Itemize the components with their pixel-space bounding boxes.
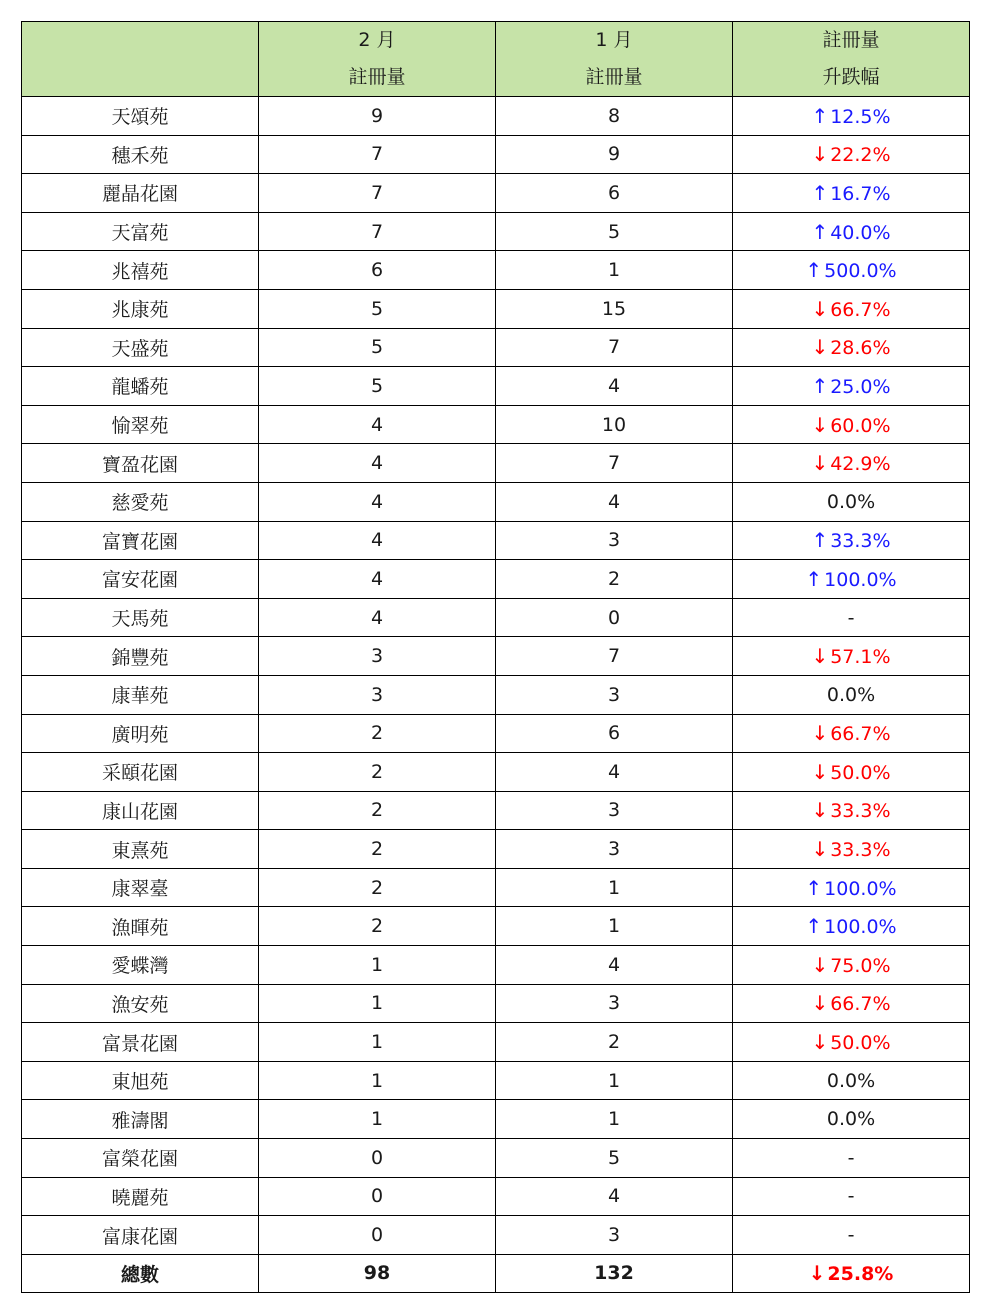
table-row	[22, 251, 970, 290]
estate-name: 富寶花園	[22, 521, 259, 560]
change-value: 66.7%	[830, 298, 891, 321]
jan-registrations: 7	[496, 444, 733, 483]
estate-name: 兆康苑	[22, 289, 259, 328]
feb-registrations: 1	[259, 946, 496, 985]
registration-change	[733, 598, 970, 637]
feb-registrations: 4	[259, 598, 496, 637]
jan-registrations: 4	[496, 946, 733, 985]
table-row	[22, 830, 970, 869]
feb-registrations: 2	[259, 907, 496, 946]
change-value: -	[847, 606, 855, 629]
registration-change	[733, 367, 970, 406]
table-row	[22, 328, 970, 367]
registration-change	[733, 1216, 970, 1255]
table-footer	[22, 1254, 970, 1292]
table-row	[22, 1216, 970, 1255]
table-body	[22, 97, 970, 1255]
change-value: 28.6%	[830, 337, 891, 360]
down-arrow-icon: ↓	[811, 296, 829, 321]
registration-change	[733, 521, 970, 560]
feb-registrations: 4	[259, 521, 496, 560]
total-change	[733, 1254, 970, 1292]
total-feb: 98	[259, 1254, 496, 1292]
table-row	[22, 907, 970, 946]
feb-registrations: 7	[259, 174, 496, 213]
registration-change	[733, 1139, 970, 1178]
feb-registrations: 3	[259, 637, 496, 676]
change-value: 100.0%	[824, 568, 897, 591]
down-arrow-icon: ↓	[811, 335, 829, 360]
estate-name: 愉翠苑	[22, 405, 259, 444]
change-value: 42.9%	[830, 453, 891, 476]
estate-name: 天頌苑	[22, 97, 259, 136]
feb-registrations: 2	[259, 714, 496, 753]
registration-change	[733, 482, 970, 521]
jan-registrations: 3	[496, 675, 733, 714]
table-row	[22, 135, 970, 174]
table-row	[22, 521, 970, 560]
up-arrow-icon: ↑	[805, 566, 823, 591]
estate-name: 錦豐苑	[22, 637, 259, 676]
jan-registrations: 5	[496, 1139, 733, 1178]
jan-registrations: 9	[496, 135, 733, 174]
feb-registrations: 5	[259, 328, 496, 367]
jan-registrations: 3	[496, 984, 733, 1023]
feb-registrations: 0	[259, 1139, 496, 1178]
down-arrow-icon: ↓	[808, 1261, 826, 1286]
table-row	[22, 714, 970, 753]
jan-registrations: 0	[496, 598, 733, 637]
table-row	[22, 753, 970, 792]
table-header	[22, 22, 970, 97]
header-feb	[259, 22, 496, 97]
jan-registrations: 1	[496, 907, 733, 946]
header-jan	[496, 22, 733, 97]
registration-change	[733, 1023, 970, 1062]
change-value: 22.2%	[830, 144, 891, 167]
table-row	[22, 174, 970, 213]
change-value: -	[847, 1224, 855, 1247]
header-feb-month: 2 月	[358, 29, 396, 51]
down-arrow-icon: ↓	[811, 991, 829, 1016]
jan-registrations: 1	[496, 1061, 733, 1100]
estate-name: 東熹苑	[22, 830, 259, 869]
header-jan-month: 1 月	[595, 29, 633, 51]
header-estate	[22, 22, 259, 97]
estate-name: 曉麗苑	[22, 1177, 259, 1216]
table-row	[22, 1023, 970, 1062]
table-row	[22, 868, 970, 907]
feb-registrations: 3	[259, 675, 496, 714]
registration-change	[733, 714, 970, 753]
table-row	[22, 444, 970, 483]
registration-change	[733, 753, 970, 792]
jan-registrations: 6	[496, 714, 733, 753]
change-value: 33.3%	[830, 800, 891, 823]
table-row	[22, 946, 970, 985]
jan-registrations: 6	[496, 174, 733, 213]
down-arrow-icon: ↓	[811, 952, 829, 977]
jan-registrations: 3	[496, 1216, 733, 1255]
jan-registrations: 1	[496, 868, 733, 907]
down-arrow-icon: ↓	[811, 644, 829, 669]
feb-registrations: 6	[259, 251, 496, 290]
registration-change	[733, 174, 970, 213]
table-row	[22, 367, 970, 406]
feb-registrations: 0	[259, 1216, 496, 1255]
feb-registrations: 4	[259, 405, 496, 444]
feb-registrations: 1	[259, 1023, 496, 1062]
registration-change	[733, 444, 970, 483]
jan-registrations: 1	[496, 1100, 733, 1139]
feb-registrations: 1	[259, 1061, 496, 1100]
estate-name: 漁安苑	[22, 984, 259, 1023]
jan-registrations: 1	[496, 251, 733, 290]
estate-name: 康翠臺	[22, 868, 259, 907]
header-change-line2: 升跌幅	[822, 66, 880, 88]
estate-name: 東旭苑	[22, 1061, 259, 1100]
change-value: 40.0%	[830, 221, 891, 244]
feb-registrations: 9	[259, 97, 496, 136]
header-change	[733, 22, 970, 97]
change-value: 0.0%	[826, 1069, 876, 1092]
jan-registrations: 15	[496, 289, 733, 328]
registration-change	[733, 791, 970, 830]
feb-registrations: 5	[259, 367, 496, 406]
registration-change	[733, 560, 970, 599]
down-arrow-icon: ↓	[811, 798, 829, 823]
feb-registrations: 2	[259, 830, 496, 869]
down-arrow-icon: ↓	[811, 451, 829, 476]
change-value: 33.3%	[830, 839, 891, 862]
jan-registrations: 3	[496, 521, 733, 560]
registration-change	[733, 1177, 970, 1216]
jan-registrations: 8	[496, 97, 733, 136]
registration-change	[733, 251, 970, 290]
down-arrow-icon: ↓	[811, 759, 829, 784]
estate-name: 天馬苑	[22, 598, 259, 637]
feb-registrations: 4	[259, 482, 496, 521]
jan-registrations: 4	[496, 1177, 733, 1216]
registration-change	[733, 1061, 970, 1100]
estate-name: 天盛苑	[22, 328, 259, 367]
jan-registrations: 7	[496, 328, 733, 367]
estate-name: 采頤花園	[22, 753, 259, 792]
change-value: 60.0%	[830, 414, 891, 437]
estate-name: 雅濤閣	[22, 1100, 259, 1139]
jan-registrations: 3	[496, 791, 733, 830]
table-row	[22, 212, 970, 251]
feb-registrations: 4	[259, 444, 496, 483]
total-change-value: 25.8%	[827, 1263, 894, 1286]
change-value: 66.7%	[830, 993, 891, 1016]
up-arrow-icon: ↑	[805, 914, 823, 939]
feb-registrations: 7	[259, 212, 496, 251]
estate-name: 慈愛苑	[22, 482, 259, 521]
header-feb-label: 註冊量	[348, 66, 406, 88]
jan-registrations: 10	[496, 405, 733, 444]
change-value: 100.0%	[824, 916, 897, 939]
up-arrow-icon: ↑	[811, 103, 829, 128]
feb-registrations: 5	[259, 289, 496, 328]
estate-name: 兆禧苑	[22, 251, 259, 290]
estate-name: 漁暉苑	[22, 907, 259, 946]
table-row	[22, 482, 970, 521]
table-row	[22, 97, 970, 136]
registration-change	[733, 868, 970, 907]
change-value: 50.0%	[830, 761, 891, 784]
change-value: -	[847, 1146, 855, 1169]
total-row	[22, 1254, 970, 1292]
change-value: 66.7%	[830, 723, 891, 746]
jan-registrations: 7	[496, 637, 733, 676]
jan-registrations: 4	[496, 482, 733, 521]
registration-change	[733, 907, 970, 946]
estate-name: 富康花園	[22, 1216, 259, 1255]
jan-registrations: 2	[496, 560, 733, 599]
change-value: 57.1%	[830, 646, 891, 669]
registration-change	[733, 637, 970, 676]
estate-name: 寶盈花園	[22, 444, 259, 483]
registration-change	[733, 830, 970, 869]
estate-name: 廣明苑	[22, 714, 259, 753]
change-value: -	[847, 1185, 855, 1208]
up-arrow-icon: ↑	[811, 180, 829, 205]
down-arrow-icon: ↓	[811, 837, 829, 862]
estate-name: 麗晶花園	[22, 174, 259, 213]
estate-name: 愛蝶灣	[22, 946, 259, 985]
table-row	[22, 984, 970, 1023]
up-arrow-icon: ↑	[805, 875, 823, 900]
estate-name: 富景花園	[22, 1023, 259, 1062]
jan-registrations: 5	[496, 212, 733, 251]
table-row	[22, 637, 970, 676]
estate-name: 康華苑	[22, 675, 259, 714]
table-row	[22, 1177, 970, 1216]
table-row	[22, 1100, 970, 1139]
down-arrow-icon: ↓	[811, 1030, 829, 1055]
change-value: 12.5%	[830, 105, 891, 128]
table-row	[22, 560, 970, 599]
estate-name: 穗禾苑	[22, 135, 259, 174]
estate-name: 富安花園	[22, 560, 259, 599]
feb-registrations: 7	[259, 135, 496, 174]
change-value: 0.0%	[826, 1108, 876, 1131]
estate-name: 天富苑	[22, 212, 259, 251]
jan-registrations: 4	[496, 753, 733, 792]
registration-change	[733, 97, 970, 136]
registration-table	[21, 21, 970, 1293]
feb-registrations: 0	[259, 1177, 496, 1216]
table-row	[22, 598, 970, 637]
table-row	[22, 1061, 970, 1100]
change-value: 25.0%	[830, 375, 891, 398]
up-arrow-icon: ↑	[811, 528, 829, 553]
feb-registrations: 1	[259, 1100, 496, 1139]
table-row	[22, 675, 970, 714]
change-value: 100.0%	[824, 877, 897, 900]
up-arrow-icon: ↑	[811, 219, 829, 244]
jan-registrations: 3	[496, 830, 733, 869]
header-jan-label: 註冊量	[585, 66, 643, 88]
registration-change	[733, 135, 970, 174]
jan-registrations: 4	[496, 367, 733, 406]
table-row	[22, 1139, 970, 1178]
registration-change	[733, 675, 970, 714]
registration-change	[733, 946, 970, 985]
up-arrow-icon: ↑	[811, 373, 829, 398]
table-row	[22, 405, 970, 444]
feb-registrations: 2	[259, 753, 496, 792]
feb-registrations: 4	[259, 560, 496, 599]
change-value: 0.0%	[826, 490, 876, 513]
change-value: 500.0%	[824, 260, 897, 283]
registration-change	[733, 289, 970, 328]
down-arrow-icon: ↓	[811, 412, 829, 437]
feb-registrations: 1	[259, 984, 496, 1023]
header-change-line1: 註冊量	[822, 29, 880, 51]
change-value: 0.0%	[826, 683, 876, 706]
table-row	[22, 289, 970, 328]
registration-change	[733, 328, 970, 367]
change-value: 33.3%	[830, 530, 891, 553]
jan-registrations: 2	[496, 1023, 733, 1062]
down-arrow-icon: ↓	[811, 142, 829, 167]
change-value: 50.0%	[830, 1032, 891, 1055]
down-arrow-icon: ↓	[811, 721, 829, 746]
estate-name: 富榮花園	[22, 1139, 259, 1178]
registration-change	[733, 1100, 970, 1139]
estate-name: 龍蟠苑	[22, 367, 259, 406]
up-arrow-icon: ↑	[805, 258, 823, 283]
table-row	[22, 791, 970, 830]
feb-registrations: 2	[259, 868, 496, 907]
total-jan: 132	[496, 1254, 733, 1292]
registration-change	[733, 405, 970, 444]
registration-change	[733, 984, 970, 1023]
change-value: 75.0%	[830, 954, 891, 977]
registration-change	[733, 212, 970, 251]
total-label: 總數	[22, 1254, 259, 1292]
change-value: 16.7%	[830, 182, 891, 205]
estate-name: 康山花園	[22, 791, 259, 830]
feb-registrations: 2	[259, 791, 496, 830]
